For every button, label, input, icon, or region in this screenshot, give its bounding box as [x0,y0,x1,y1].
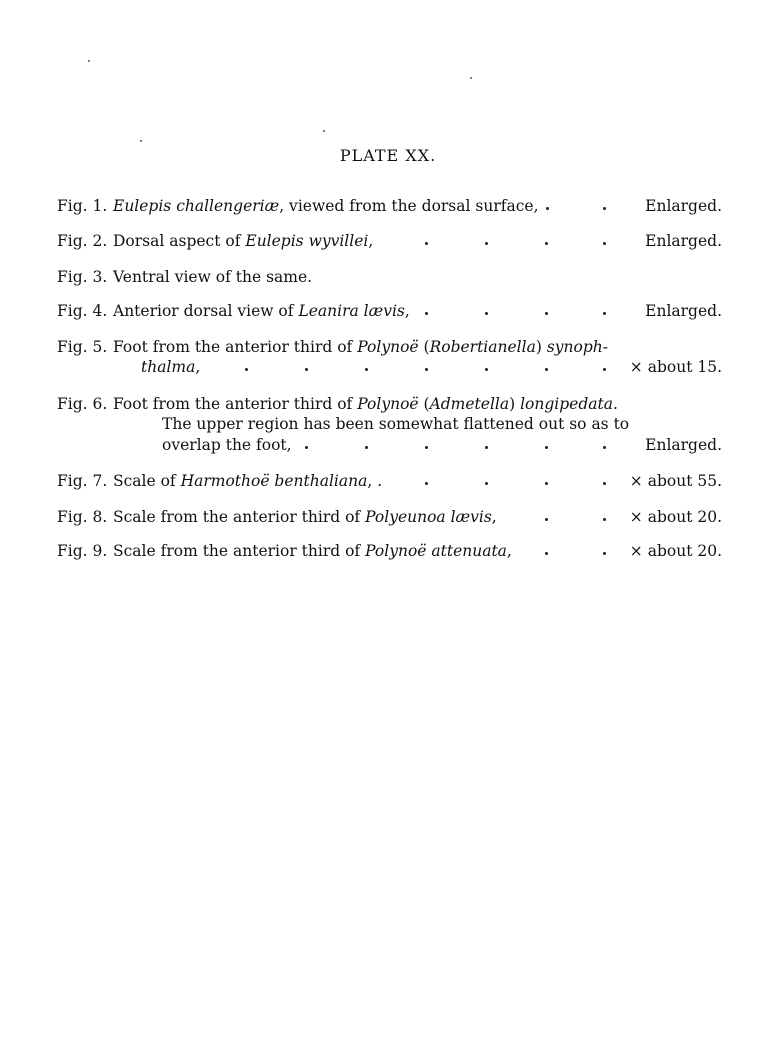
figure-caption: Ventral view of the same. [113,268,313,286]
leader-dot [425,482,428,485]
leader-dot [545,552,548,555]
plate-title: PLATE XX. [339,146,437,165]
figure-caption: Scale from the anterior third of Polynoë attenuata, [113,542,512,560]
leader-dot [425,242,428,245]
leader-dot [425,368,428,371]
figure-label: Fig. 7. [57,472,108,490]
magnification: Enlarged. [645,436,722,454]
magnification: Enlarged. [645,302,722,320]
figure-entry-6 [0,393,776,415]
figure-label: Fig. 2. [57,232,108,250]
figure-label: Fig. 8. [57,508,108,526]
leader-dot [365,446,368,449]
leader-dot [305,368,308,371]
scan-speck [470,77,472,79]
figure-caption: Scale of Harmothoë benthaliana, . [113,472,383,490]
scan-speck [140,140,142,142]
figure-caption: Dorsal aspect of Eulepis wyvillei, [113,232,374,250]
figure-caption: Foot from the anterior third of Polynoë (Admetella) longipedata. [113,395,618,413]
leader-dot [485,368,488,371]
magnification: Enlarged. [645,232,722,250]
magnification: Enlarged. [645,197,722,215]
leader-dot [546,207,549,210]
leader-dot [485,242,488,245]
leader-dot [603,368,606,371]
figure-caption-continuation: thalma, [141,358,201,376]
figure-label: Fig. 3. [57,268,108,286]
figure-caption: Eulepis challengeriæ, viewed from the dorsal surface, [113,197,539,215]
figure-entry-3 [0,266,776,288]
leader-dot [545,242,548,245]
leader-dot [485,446,488,449]
figure-label: Fig. 1. [57,197,108,215]
leader-dot [365,368,368,371]
leader-dot [603,242,606,245]
leader-dot [245,368,248,371]
scan-speck [88,60,90,62]
figure-entry-5 [0,336,776,358]
figure-caption: Scale from the anterior third of Polyeunoa lævis, [113,508,497,526]
leader-dot [425,446,428,449]
magnification: × about 20. [629,508,722,526]
figure-caption-continuation: The upper region has been somewhat flattened out so as to [162,415,630,433]
leader-dot [603,312,606,315]
leader-dot [305,446,308,449]
leader-dot [603,482,606,485]
figure-caption: Foot from the anterior third of Polynoë (Robertianella) synoph- [113,338,608,356]
leader-dot [603,518,606,521]
leader-dot [545,368,548,371]
figure-label: Fig. 9. [57,542,108,560]
figure-label: Fig. 5. [57,338,108,356]
leader-dot [485,312,488,315]
figure-label: Fig. 6. [57,395,108,413]
magnification: × about 15. [629,358,722,376]
leader-dot [425,312,428,315]
leader-dot [603,552,606,555]
magnification: × about 55. [629,472,722,490]
figure-caption: Anterior dorsal view of Leanira lævis, [113,302,410,320]
leader-dot [545,312,548,315]
scan-speck [323,130,325,132]
magnification: × about 20. [629,542,722,560]
leader-dot [545,482,548,485]
leader-dot [545,518,548,521]
figure-label: Fig. 4. [57,302,108,320]
leader-dot [603,207,606,210]
leader-dot [545,446,548,449]
figure-caption-continuation: overlap the foot, [162,436,292,454]
leader-dot [485,482,488,485]
figure-entry-6-cont [0,413,776,435]
leader-dot [603,446,606,449]
